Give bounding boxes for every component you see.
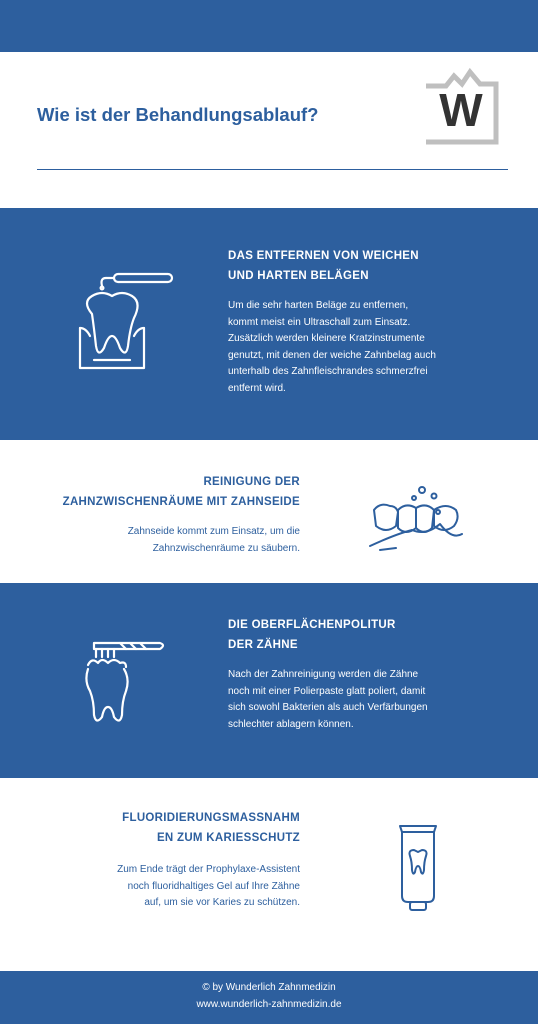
header: [0, 52, 538, 208]
footer-url-link[interactable]: www.wunderlich-zahnmedizin.de: [196, 999, 342, 1010]
logo-icon: [420, 64, 502, 150]
header-divider: [37, 169, 508, 170]
section-body: Nach der Zahnreinigung werden die Zähne noch mit einer Polierpaste glatt poliert, damit sich sowohl Bakterien als auch Verfärbungen schlechter ablagern können.: [228, 669, 428, 730]
tooth-scaler-icon: [72, 266, 180, 376]
section-title: REINIGUNG DER ZAHNZWISCHENRÄUME MIT ZAHNSEIDE: [62, 476, 300, 508]
section-floss: [0, 440, 538, 583]
section-fluoridation: [0, 778, 538, 971]
section-body: Zahnseide kommt zum Einsatz, um die Zahnzwischenräume zu säubern.: [127, 526, 300, 554]
top-band: [0, 0, 538, 52]
section-title: FLUORIDIERUNGSMASSNAHM EN ZUM KARIESSCHUTZ: [122, 812, 300, 844]
logo-letter: W: [439, 84, 483, 136]
section-title: DIE OBERFLÄCHENPOLITUR DER ZÄHNE: [228, 619, 396, 651]
page-title: Wie ist der Behandlungsablauf?: [37, 104, 319, 125]
dental-floss-icon: [366, 484, 466, 556]
section-title: DAS ENTFERNEN VON WEICHEN UND HARTEN BELÄGEN: [228, 250, 419, 282]
section-body: Zum Ende trägt der Prophylaxe-Assistent noch fluoridhaltiges Gel auf Ihre Zähne auf, um sie vor Karies zu schützen.: [117, 864, 300, 908]
toothpaste-tube-icon: [396, 822, 440, 912]
footer-copyright: © by Wunderlich Zahnmedizin: [202, 982, 336, 993]
footer-text: [0, 979, 538, 1013]
toothbrush-tooth-icon: [80, 635, 174, 729]
section-removal-of-deposits: [0, 208, 538, 440]
footer: [0, 971, 538, 1024]
section-body: Um die sehr harten Beläge zu entfernen, kommt meist ein Ultraschall zum Einsatz. Zusätzlich werden kleinere Kratzinstrumente genutzt, mit denen der weiche Zahnbelag auch unterhalb des Zahnfleischrandes schmerzfrei entfernt wird.: [228, 300, 436, 394]
section-polishing: [0, 583, 538, 778]
